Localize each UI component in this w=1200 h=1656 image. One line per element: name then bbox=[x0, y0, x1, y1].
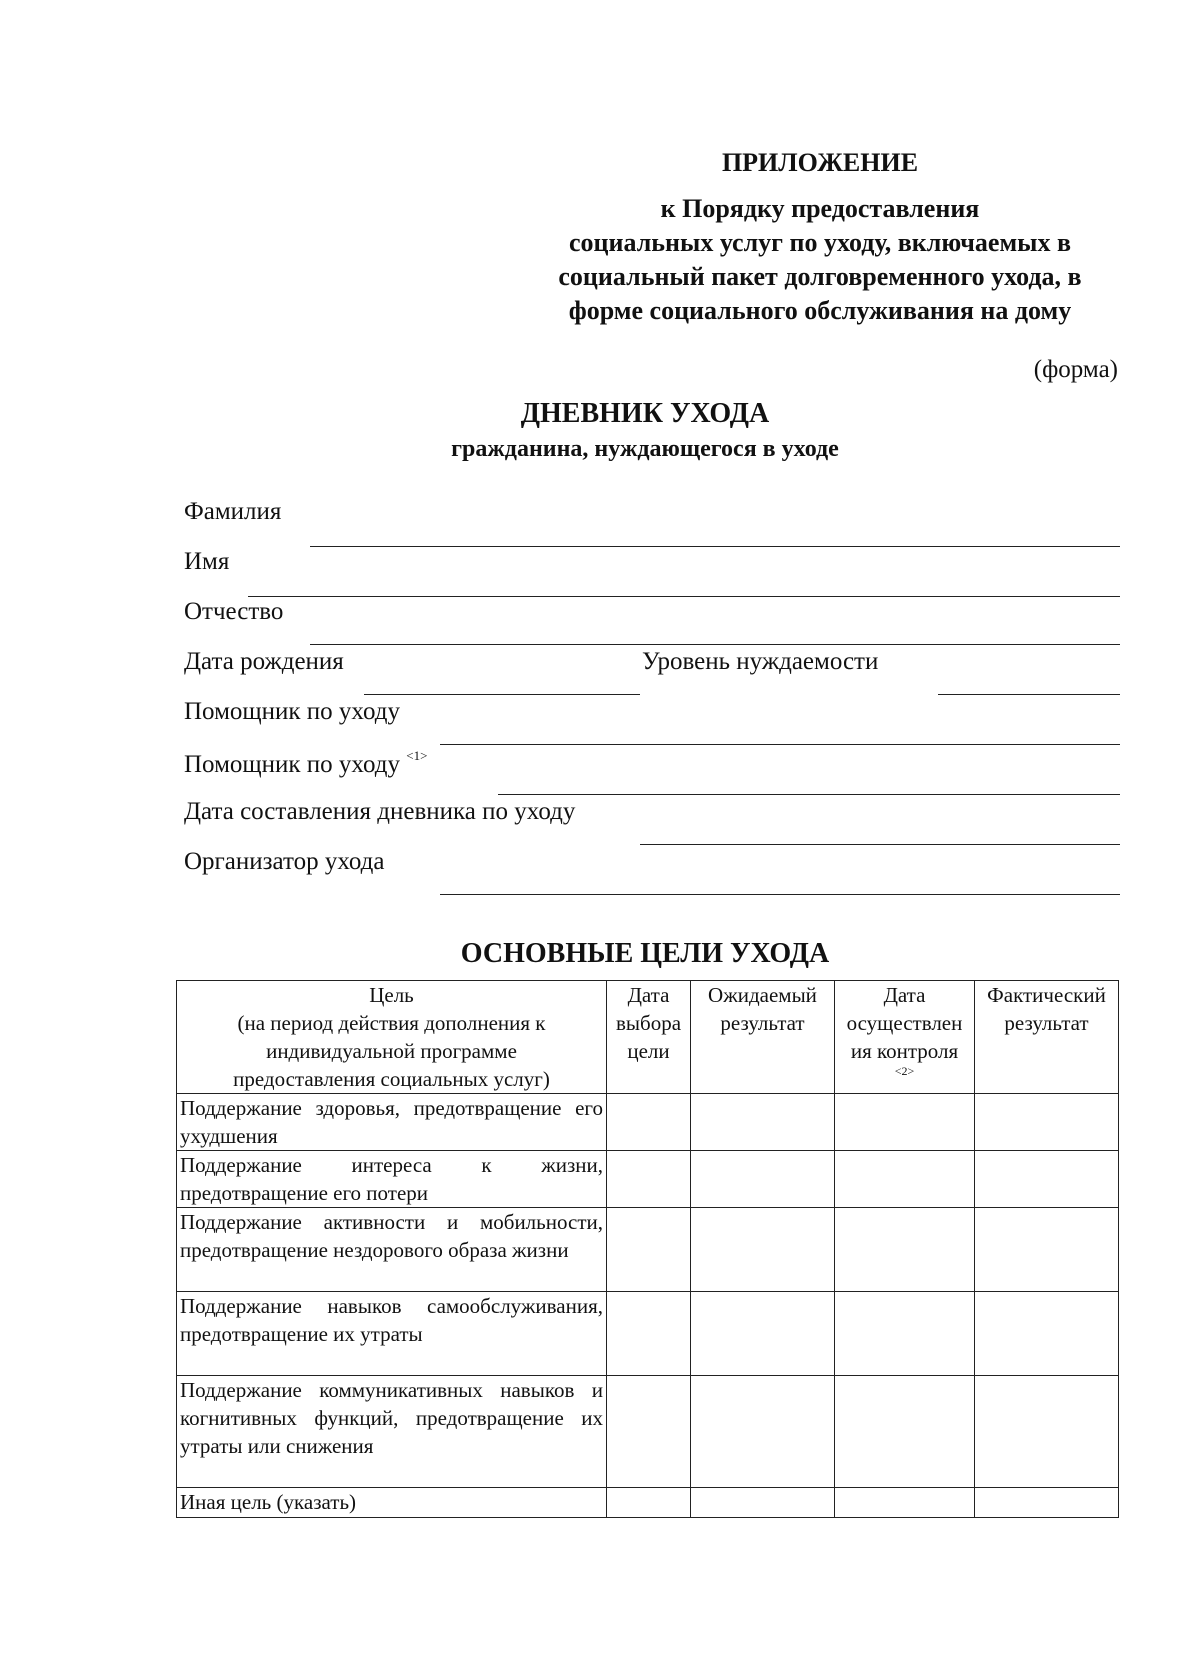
control-date-cell[interactable] bbox=[835, 1488, 975, 1518]
goal-cell: Поддержание активности и мобильности, предотвращение нездорового образа жизни bbox=[177, 1208, 607, 1292]
header-actual-line: результат bbox=[1004, 1011, 1089, 1035]
patronymic-label: Отчество bbox=[184, 598, 284, 625]
goal-cell: Поддержание интереса к жизни, предотвращение его потери bbox=[177, 1151, 607, 1208]
header-goal-line: индивидуальной программе bbox=[266, 1039, 517, 1063]
header-goal-line: предоставления социальных услуг) bbox=[233, 1067, 550, 1091]
header-choice-date-line: выбора bbox=[615, 1011, 682, 1035]
control-date-cell[interactable] bbox=[835, 1094, 975, 1151]
table-row bbox=[177, 1151, 1119, 1208]
annex-line: социальных услуг по уходу, включаемых в bbox=[568, 228, 1071, 257]
actual-result-cell[interactable] bbox=[975, 1376, 1119, 1488]
header-expected-line: Ожидаемый bbox=[708, 983, 817, 1007]
diary-title: ДНЕВНИК УХОДА bbox=[520, 398, 770, 429]
choice-date-cell[interactable] bbox=[607, 1376, 691, 1488]
table-row bbox=[177, 1376, 1119, 1488]
choice-date-cell[interactable] bbox=[607, 1208, 691, 1292]
birth-date-line[interactable] bbox=[364, 694, 640, 695]
choice-date-cell[interactable] bbox=[607, 1094, 691, 1151]
expected-result-cell[interactable] bbox=[691, 1094, 835, 1151]
expected-result-cell[interactable] bbox=[691, 1208, 835, 1292]
goal-cell: Иная цель (указать) bbox=[177, 1488, 607, 1518]
annex-line: форме социального обслуживания на дому bbox=[568, 296, 1072, 325]
expected-result-cell[interactable] bbox=[691, 1151, 835, 1208]
diary-date-line[interactable] bbox=[640, 844, 1120, 845]
care-assistant-label: Помощник по уходу bbox=[184, 698, 400, 725]
surname-label: Фамилия bbox=[184, 498, 282, 525]
form-label: (форма) bbox=[1033, 356, 1118, 383]
choice-date-cell[interactable] bbox=[607, 1488, 691, 1518]
header-expected-result bbox=[691, 981, 835, 1094]
expected-result-cell[interactable] bbox=[691, 1376, 835, 1488]
goals-title: ОСНОВНЫЕ ЦЕЛИ УХОДА bbox=[460, 938, 830, 969]
name-line[interactable] bbox=[248, 596, 1120, 597]
need-level-line[interactable] bbox=[938, 694, 1120, 695]
actual-result-cell[interactable] bbox=[975, 1151, 1119, 1208]
header-actual-result bbox=[975, 981, 1119, 1094]
goal-cell: Поддержание навыков самообслуживания, предотвращение их утраты bbox=[177, 1292, 607, 1376]
header-control-date-line: осуществлен bbox=[846, 1011, 963, 1035]
care-assistant-2-text: Помощник по уходу bbox=[184, 751, 400, 778]
header-control-date bbox=[835, 981, 975, 1094]
care-organizer-label: Организатор ухода bbox=[184, 848, 385, 875]
care-assistant-2-label bbox=[184, 748, 427, 779]
control-date-cell[interactable] bbox=[835, 1292, 975, 1376]
control-date-cell[interactable] bbox=[835, 1151, 975, 1208]
choice-date-cell[interactable] bbox=[607, 1151, 691, 1208]
header-choice-date-line: Дата bbox=[627, 983, 670, 1007]
actual-result-cell[interactable] bbox=[975, 1208, 1119, 1292]
annex-line: социальный пакет долговременного ухода, в bbox=[558, 262, 1082, 291]
need-level-label: Уровень нуждаемости bbox=[642, 648, 879, 675]
header-expected-line: результат bbox=[720, 1011, 805, 1035]
header-control-date-line: ия контроля bbox=[850, 1039, 959, 1063]
diary-date-label: Дата составления дневника по уходу bbox=[184, 798, 576, 825]
header-goal bbox=[177, 981, 607, 1094]
patronymic-line[interactable] bbox=[310, 644, 1120, 645]
name-label: Имя bbox=[184, 548, 230, 575]
header-control-date-line: Дата bbox=[883, 983, 926, 1007]
actual-result-cell[interactable] bbox=[975, 1488, 1119, 1518]
header-goal-line: (на период действия дополнения к bbox=[237, 1011, 546, 1035]
goal-cell: Поддержание коммуникативных навыков и когнитивных функций, предотвращение их утраты или снижения bbox=[177, 1376, 607, 1488]
expected-result-cell[interactable] bbox=[691, 1292, 835, 1376]
expected-result-cell[interactable] bbox=[691, 1488, 835, 1518]
footnote-ref-2: <2> bbox=[894, 1064, 915, 1078]
header-choice-date-line: цели bbox=[627, 1039, 670, 1063]
actual-result-cell[interactable] bbox=[975, 1292, 1119, 1376]
care-organizer-line[interactable] bbox=[440, 894, 1120, 895]
control-date-cell[interactable] bbox=[835, 1376, 975, 1488]
care-assistant-2-line[interactable] bbox=[498, 794, 1120, 795]
birth-date-label: Дата рождения bbox=[184, 648, 344, 675]
care-assistant-line[interactable] bbox=[440, 744, 1120, 745]
header-actual-line: Фактический bbox=[987, 983, 1106, 1007]
diary-subtitle: гражданина, нуждающегося в уходе bbox=[451, 436, 839, 462]
header-choice-date bbox=[607, 981, 691, 1094]
actual-result-cell[interactable] bbox=[975, 1094, 1119, 1151]
table-row bbox=[177, 1208, 1119, 1292]
surname-line[interactable] bbox=[310, 546, 1120, 547]
annex-line: к Порядку предоставления bbox=[660, 194, 980, 223]
table-row bbox=[177, 1292, 1119, 1376]
annex-title: ПРИЛОЖЕНИЕ bbox=[721, 148, 919, 177]
goals-header-row bbox=[177, 981, 1119, 1094]
header-goal-line: Цель bbox=[369, 983, 414, 1007]
control-date-cell[interactable] bbox=[835, 1208, 975, 1292]
footnote-ref-1: <1> bbox=[406, 748, 428, 763]
goals-table bbox=[176, 980, 1119, 1518]
choice-date-cell[interactable] bbox=[607, 1292, 691, 1376]
table-row bbox=[177, 1488, 1119, 1518]
goal-cell: Поддержание здоровья, предотвращение его ухудшения bbox=[177, 1094, 607, 1151]
table-row bbox=[177, 1094, 1119, 1151]
annex-subtitle bbox=[520, 192, 1120, 328]
